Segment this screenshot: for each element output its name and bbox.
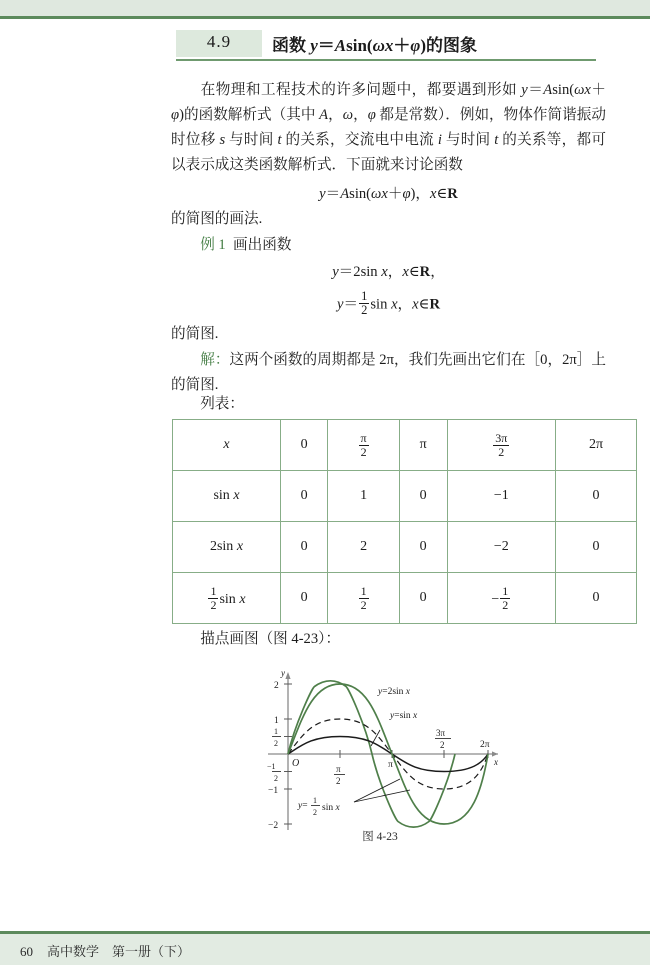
example-equation-2: y＝ $\frac{1}{2}$ sin x，x∈R [337, 289, 440, 318]
table-cell: −1 [447, 471, 556, 522]
figure-caption: 图 4-23 [362, 831, 398, 843]
page-top-rule [0, 16, 650, 19]
section-heading [176, 30, 596, 66]
y-tick-label-half-den: 2 [274, 739, 278, 748]
table-row [173, 573, 637, 624]
origin-label: O [292, 758, 300, 769]
solution-paragraph: 解：这两个函数的周期都是 2π，我们先画出它们在［0，2π］上的简图. [171, 352, 606, 393]
table-row [173, 471, 637, 522]
intro-after-text: 的简图的画法. [171, 211, 263, 227]
annotation-2sin-x: y=2sin x [378, 687, 411, 697]
table-cell: 0 [399, 573, 447, 624]
table-cell: 0 [556, 573, 637, 624]
figure-4-23 [250, 662, 510, 842]
y-tick-label-neg-half-den: 2 [274, 774, 278, 783]
annotation-half-sin-x: y= [298, 801, 308, 811]
x-tick-label-3pi-over-2-den: 2 [440, 740, 445, 750]
values-table-wrap [172, 419, 637, 624]
example-after-text: 的简图. [171, 326, 219, 342]
table-cell: $\frac{1}{2}$ [328, 573, 399, 624]
table-cell: 1 [328, 471, 399, 522]
table-cell: $\frac{\pi}{2}$ [328, 420, 399, 471]
table-cell: 0 [399, 471, 447, 522]
table-row [173, 522, 637, 573]
table-cell: 2 [328, 522, 399, 573]
list-label [171, 392, 606, 417]
table-cell: −2 [447, 522, 556, 573]
footer-text [20, 941, 190, 960]
example-equation-1: y＝2sin x，x∈R， [332, 264, 445, 280]
x-tick-label-2pi: 2π [480, 740, 490, 750]
x-tick-label-pi: π [388, 760, 393, 770]
table-cell: $\frac{3\pi}{2}$ [447, 420, 556, 471]
axis-label-y: y [281, 668, 285, 678]
solution-label: 解： [200, 352, 230, 368]
list-label-text: 列表： [200, 396, 244, 412]
table-cell: − $\frac{1}{2}$ [447, 573, 556, 624]
y-tick-label-half-num: 1 [274, 727, 278, 736]
values-table [172, 419, 637, 624]
y-tick-label-neg-2: −2 [268, 821, 279, 831]
example-prompt: 画出函数 [233, 237, 292, 253]
leader-half-sin-right [354, 790, 410, 802]
x-axis-arrow [492, 751, 498, 756]
page-number: 60 [20, 944, 33, 959]
plot-intro-line [171, 627, 606, 652]
x-tick-label-pi-over-2-num: π [336, 764, 341, 774]
intro-display-equation: y＝Asin(ωx＋φ)，x∈R [319, 186, 458, 202]
example-label: 例 1 [200, 237, 226, 253]
table-row-label: sin x [173, 471, 281, 522]
y-axis-arrow [285, 672, 290, 679]
annotation-half-sin-tail: sin x [322, 803, 340, 813]
table-cell: 2π [556, 420, 637, 471]
table-row-label: $\frac{1}{2}$ sin x [173, 573, 281, 624]
section-number: 4.9 [206, 32, 232, 51]
example-line [171, 233, 606, 258]
axis-label-x: x [494, 757, 498, 767]
leader-half-sin-left [354, 779, 400, 802]
table-cell: 0 [556, 522, 637, 573]
y-tick-label-1: 1 [274, 716, 279, 726]
section-heading-rule [176, 59, 596, 61]
y-tick-label-neg-half-num: −1 [267, 762, 276, 771]
book-title: 高中数学 第一册（下） [47, 944, 191, 959]
annotation-sin-x: y=sin x [390, 711, 418, 721]
x-tick-label-pi-over-2-den: 2 [336, 776, 341, 786]
table-cell: 0 [556, 471, 637, 522]
table-cell: 0 [399, 522, 447, 573]
table-cell: π [399, 420, 447, 471]
y-tick-label-neg-1: −1 [268, 786, 279, 796]
page-top-band [0, 0, 650, 16]
plot-intro-text: 描点画图（图 4-23）： [200, 631, 341, 647]
table-cell: 0 [281, 522, 328, 573]
sine-graph-svg [250, 662, 510, 842]
section-title: 函数 y＝Asin(ωx＋φ)的图象 [272, 36, 478, 55]
x-tick-label-3pi-over-2-num: 3π [436, 728, 446, 738]
table-cell: 0 [281, 420, 328, 471]
annotation-half-num: 1 [313, 796, 317, 805]
intro-paragraph: 在物理和工程技术的许多问题中，都要遇到形如 y＝Asin(ωx＋φ)的函数解析式（其中 A，ω，φ 都是常数）．例如，物体作简谐振动时位移 s 与时间 t 的关系，交流电中电流 i 与时间 t 的关系等，都可以表示成这类函数解析式．下面就来讨论函数 [171, 82, 606, 173]
y-tick-label-2: 2 [274, 681, 279, 691]
annotation-half-den: 2 [313, 808, 317, 817]
table-cell: 0 [281, 573, 328, 624]
table-row-label: x [173, 420, 281, 471]
table-row-label: 2sin x [173, 522, 281, 573]
table-cell: 0 [281, 471, 328, 522]
table-row [173, 420, 637, 471]
